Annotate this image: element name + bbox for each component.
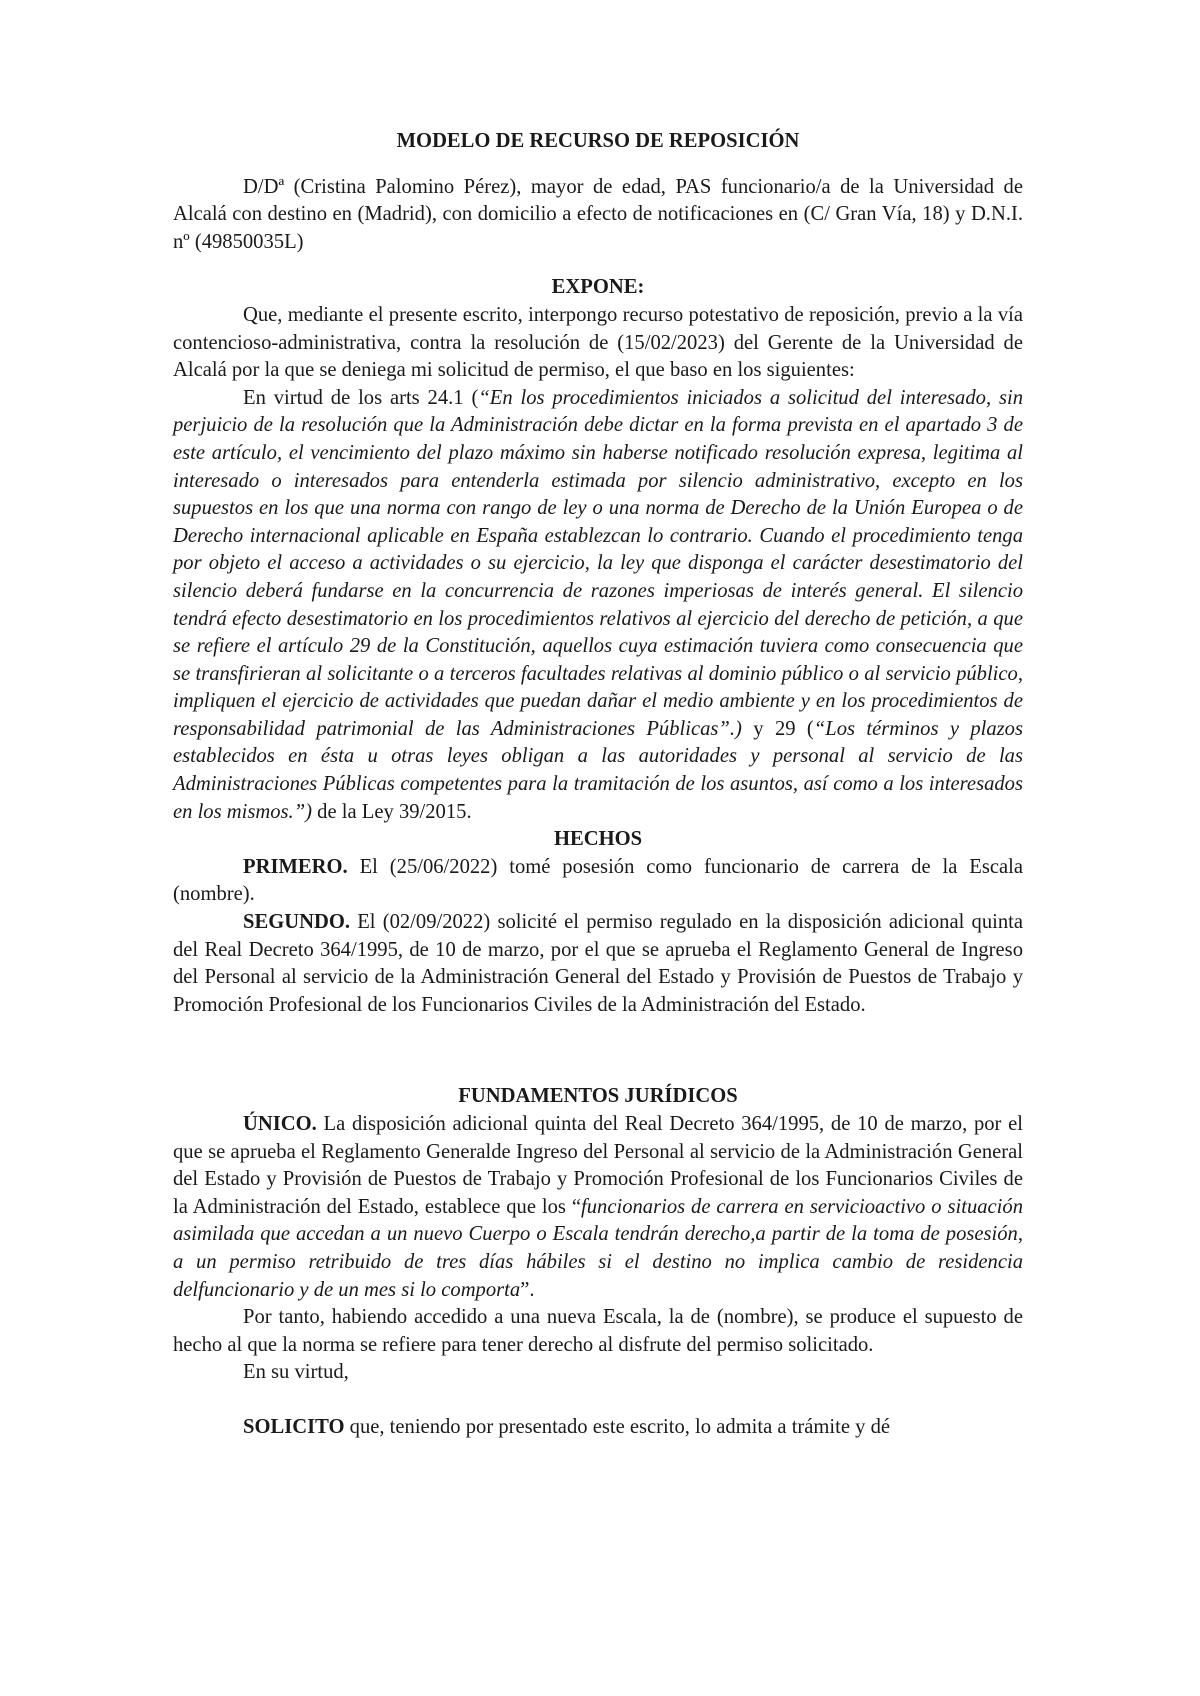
expone-paragraph-1: Que, mediante el presente escrito, interpongo recurso potestativo de reposición, previo a la vía contencioso-administrativa, contra la resolución de (15/02/2023) del Gerente de la Universidad de Alcalá por la que se deniega mi solicitud de permiso, el que baso en los siguientes: xyxy=(173,303,1023,382)
spacer xyxy=(173,1387,1023,1414)
quote-disposicion-adicional: funcionarios de carrera en servicioactivo o situación asimilada que accedan a un nuevo Cuerpo o Escala tendrán derecho,a partir de la toma de posesión, a un permiso retribuido de tres días hábiles si el destino no implica cambio de residencia delfuncionario y de un mes si lo comporta xyxy=(173,1195,1023,1301)
primero-text: El (25/06/2022) tomé posesión como funcionario de carrera de la Escala (nombre). xyxy=(173,855,1023,906)
hecho-primero xyxy=(173,854,1023,909)
en-su-virtud: En su virtud, xyxy=(243,1361,349,1384)
fundamento-unico xyxy=(173,1111,1023,1304)
intro-paragraph: D/Dª (Cristina Palomino Pérez), mayor de edad, PAS funcionario/a de la Universidad de Alcalá con destino en (Madrid), con domicilio a efecto de notificaciones en (C/ Gran Vía, 18) y D.N.I. nº (49850035L) xyxy=(173,175,1023,253)
document-page xyxy=(173,128,1023,1442)
expone-p2-middle: y 29 ( xyxy=(741,717,814,740)
solicito-text: que, teniendo por presentado este escrito, lo admita a trámite y dé xyxy=(344,1415,891,1438)
segundo-text: El (02/09/2022) solicité el permiso regulado en la disposición adicional quinta del Real Decreto 364/1995, de 10 de marzo, por el que se aprueba el Reglamento General de Ingreso del Personal al servicio de la Administración General del Estado y Provisión de Puestos de Trabajo y Promoción Profesional de los Funcionarios Civiles de la Administración del Estado. xyxy=(173,911,1023,1016)
primero-label: PRIMERO. xyxy=(243,855,348,878)
unico-tail: ”. xyxy=(520,1278,535,1301)
expone-p2-lead: En virtud de los arts 24.1 ( xyxy=(243,386,479,409)
quote-article-29: “Los términos y plazos establecidos en ésta u otras leyes obligan a las autoridades y personal al servicio de las Administraciones Públicas competentes para la tramitación de los asuntos, así como a los interesados en los mismos.”) xyxy=(173,717,1023,823)
hechos-heading: HECHOS xyxy=(553,828,643,851)
solicito-paragraph xyxy=(173,1414,1023,1442)
document-title: MODELO DE RECURSO DE REPOSICIÓN xyxy=(396,130,800,152)
fundamentos-heading: FUNDAMENTOS JURÍDICOS xyxy=(458,1085,738,1108)
quote-article-24: “En los procedimientos iniciados a solicitud del interesado, sin perjuicio de la resolución que la Administración debe dictar en la forma prevista en el apartado 3 de este artículo, el vencimiento del plazo máximo sin haberse notificado resolución expresa, legitima al interesado o interesados para entenderla estimada por silencio administrativo, excepto en los supuestos en los que una norma con rango de ley o una norma de Derecho de la Unión Europea o de Derecho internacional aplicable en España establezcan lo contrario. Cuando el procedimiento tenga por objeto el acceso a actividades o su ejercicio, la ley que disponga el carácter desestimatorio del silencio deberá fundarse en la concurrencia de razones imperiosas de interés general. El silencio tendrá efecto desestimatorio en los procedimientos relativos al ejercicio del derecho de petición, a que se refiere el artículo 29 de la Constitución, aquellos cuya estimación tuviera como consecuencia que se transfirieran al solicitante o a terceros facultades relativas al dominio público o al servicio público, impliquen el ejercicio de actividades que puedan dañar el medio ambiente y en los procedimientos de responsabilidad patrimonial de las Administraciones Públicas”.) xyxy=(173,386,1023,740)
por-tanto-paragraph: Por tanto, habiendo accedido a una nueva Escala, la de (nombre), se produce el supuesto de hecho al que la norma se refiere para tener derecho al disfrute del permiso solicitado. xyxy=(173,1306,1023,1356)
expone-paragraph-2 xyxy=(173,385,1023,827)
expone-p2-tail: de la Ley 39/2015. xyxy=(312,800,472,823)
unico-label: ÚNICO. xyxy=(243,1113,317,1135)
solicito-label: SOLICITO xyxy=(243,1415,345,1438)
segundo-label: SEGUNDO. xyxy=(243,911,350,934)
hecho-segundo xyxy=(173,909,1023,1019)
expone-heading: EXPONE: xyxy=(551,276,645,299)
unico-text: La disposición adicional quinta del Real Decreto 364/1995, de 10 de marzo, por el que se aprueba el Reglamento Generalde Ingreso del Personal al servicio de la Administración General del Estado y Provisión de Puestos de Trabajo y Promoción Profesional de los Funcionarios Civiles de la Administración del Estado, establece que los “ xyxy=(173,1113,1023,1218)
